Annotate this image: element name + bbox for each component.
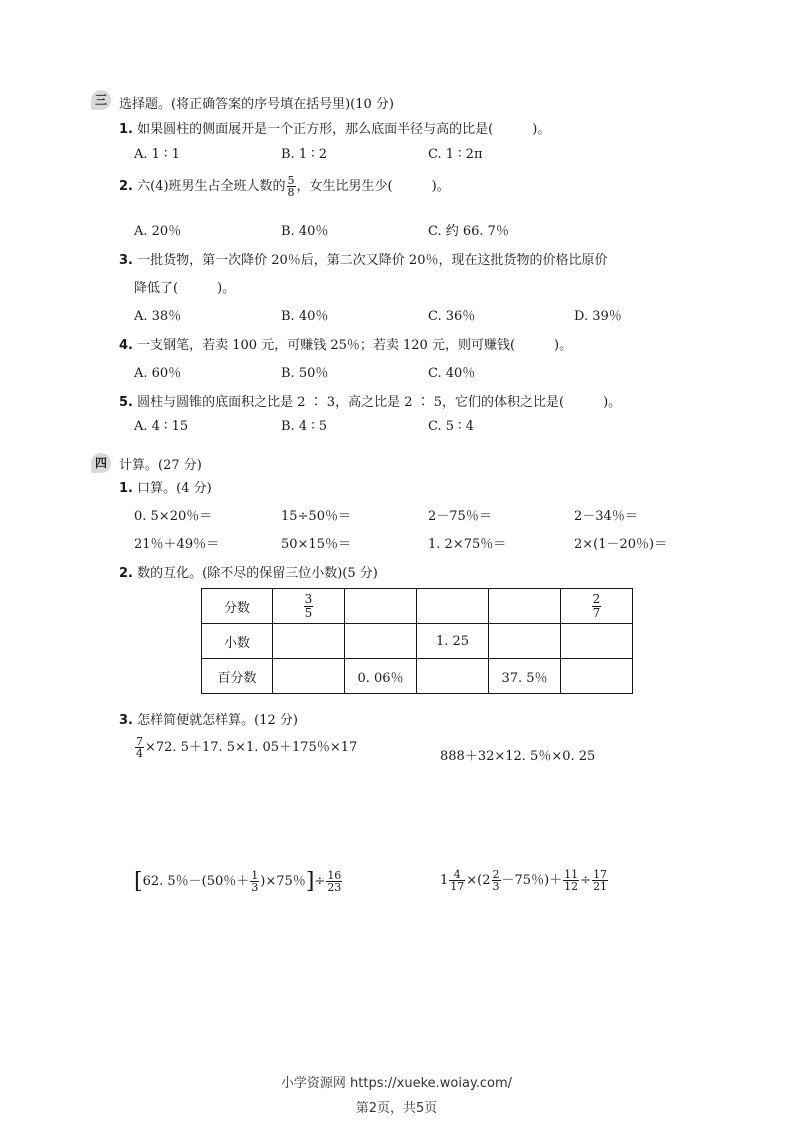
question-number: 2.: [119, 179, 133, 194]
part-2-title: 2. 数的互化。(除不尽的保留三位小数)(5 分): [119, 566, 378, 581]
table-cell[interactable]: [417, 659, 489, 694]
section-title-3: 选择题。(将正确答案的序号填在括号里)(10 分): [119, 97, 394, 112]
question-text: 如果圆柱的侧面展开是一个正方形，那么底面半径与高的比是( )。: [137, 122, 551, 137]
question-text: 圆柱与圆锥的底面积之比是 2 ∶ 3，高之比是 2 ∶ 5，它们的体积之比是( )。: [137, 395, 622, 410]
question-text: ，女生比男生少( )。: [296, 179, 450, 194]
option: C. 36％: [428, 309, 476, 324]
question-2: [119, 175, 450, 198]
section-badge-4: 四: [91, 453, 111, 473]
oral-calc: 21％＋49％＝: [134, 537, 220, 552]
table-cell: 37. 5％: [489, 659, 561, 694]
conversion-table: [201, 588, 633, 694]
option: D. 39％: [574, 309, 622, 324]
table-cell[interactable]: [489, 624, 561, 659]
option: B. 40％: [281, 309, 329, 324]
expression-2: 888＋32×12. 5％×0. 25: [440, 749, 596, 764]
option: B. 1 ∶ 2: [281, 147, 328, 162]
expression-4: 1 $\frac{4}{17}$ ×(2 $\frac{2}{3}$ －75％)＋ $\frac{11}{12}$ ÷ $\frac{17}{21}$: [440, 868, 608, 893]
question-number: 4.: [119, 338, 133, 353]
question-text: 一支钢笔，若卖 100 元，可赚钱 25％；若卖 120 元，则可赚钱( )。: [137, 338, 573, 353]
question-text: 六(4)班男生占全班人数的: [137, 179, 286, 194]
option: A. 4 ∶ 15: [134, 419, 189, 434]
oral-calc: 15÷50％＝: [281, 509, 351, 524]
table-cell: 1. 25: [417, 624, 489, 659]
table-cell[interactable]: [561, 659, 633, 694]
option: C. 5 ∶ 4: [428, 419, 474, 434]
question-number: 1.: [119, 122, 133, 137]
question-number: 5.: [119, 395, 133, 410]
option: A. 20％: [134, 224, 182, 239]
option: C. 1 ∶ 2π: [428, 147, 483, 162]
question-3: [119, 249, 607, 268]
part-3-title: 3. 怎样简便就怎样算。(12 分): [119, 713, 298, 728]
fraction: $\frac{5}{8}$: [287, 174, 295, 199]
oral-calc: 2×(1－20％)＝: [574, 537, 668, 552]
option: A. 38％: [134, 309, 182, 324]
option: C. 约 66. 7％: [428, 224, 509, 239]
footer-page: 第2页，共5页: [355, 1101, 438, 1116]
section-title-4: 计算。(27 分): [119, 458, 202, 473]
section-badge-3: 三: [91, 90, 111, 110]
table-cell[interactable]: [273, 624, 345, 659]
oral-calc: 2－34％＝: [574, 509, 638, 524]
table-cell: $\frac{2}{7}$: [561, 589, 633, 624]
table-cell[interactable]: [345, 624, 417, 659]
table-cell: 0. 06％: [345, 659, 417, 694]
row-label: 小数: [202, 624, 273, 659]
question-4: [119, 334, 572, 353]
part-1-title: 1. 口算。(4 分): [119, 481, 212, 496]
option: B. 40％: [281, 224, 329, 239]
oral-calc: 2－75％＝: [428, 509, 492, 524]
table-cell[interactable]: [489, 589, 561, 624]
option: C. 40％: [428, 366, 476, 381]
question-text: 一批货物，第一次降价 20％后，第二次又降价 20％，现在这批货物的价格比原价: [137, 253, 608, 268]
option: B. 4 ∶ 5: [281, 419, 328, 434]
option: B. 50％: [281, 366, 329, 381]
expression-3: [62. 5％－(50％＋ $\frac{1}{3}$ )×75％]÷ $\frac{16}{23}$: [134, 869, 342, 894]
oral-calc: 50×15％＝: [281, 537, 351, 552]
oral-calc: 0. 5×20％＝: [134, 509, 213, 524]
row-label: 分数: [202, 589, 273, 624]
table-cell[interactable]: [345, 589, 417, 624]
option: A. 1 ∶ 1: [134, 147, 180, 162]
table-cell[interactable]: [417, 589, 489, 624]
expression-1: $\frac{7}{4}$ ×72. 5＋17. 5×1. 05＋175％×17: [136, 735, 358, 760]
table-cell: $\frac{3}{5}$: [273, 589, 345, 624]
question-text-cont: 降低了( )。: [134, 281, 236, 296]
question-number: 3.: [119, 253, 133, 268]
table-cell[interactable]: [561, 624, 633, 659]
option: A. 60％: [134, 366, 182, 381]
oral-calc: 1. 2×75％＝: [428, 537, 507, 552]
footer-site: 小学资源网 https://xueke.woiay.com/: [280, 1076, 513, 1091]
question-1: [119, 118, 550, 137]
row-label: 百分数: [202, 659, 273, 694]
question-5: [119, 391, 621, 410]
table-cell[interactable]: [273, 659, 345, 694]
